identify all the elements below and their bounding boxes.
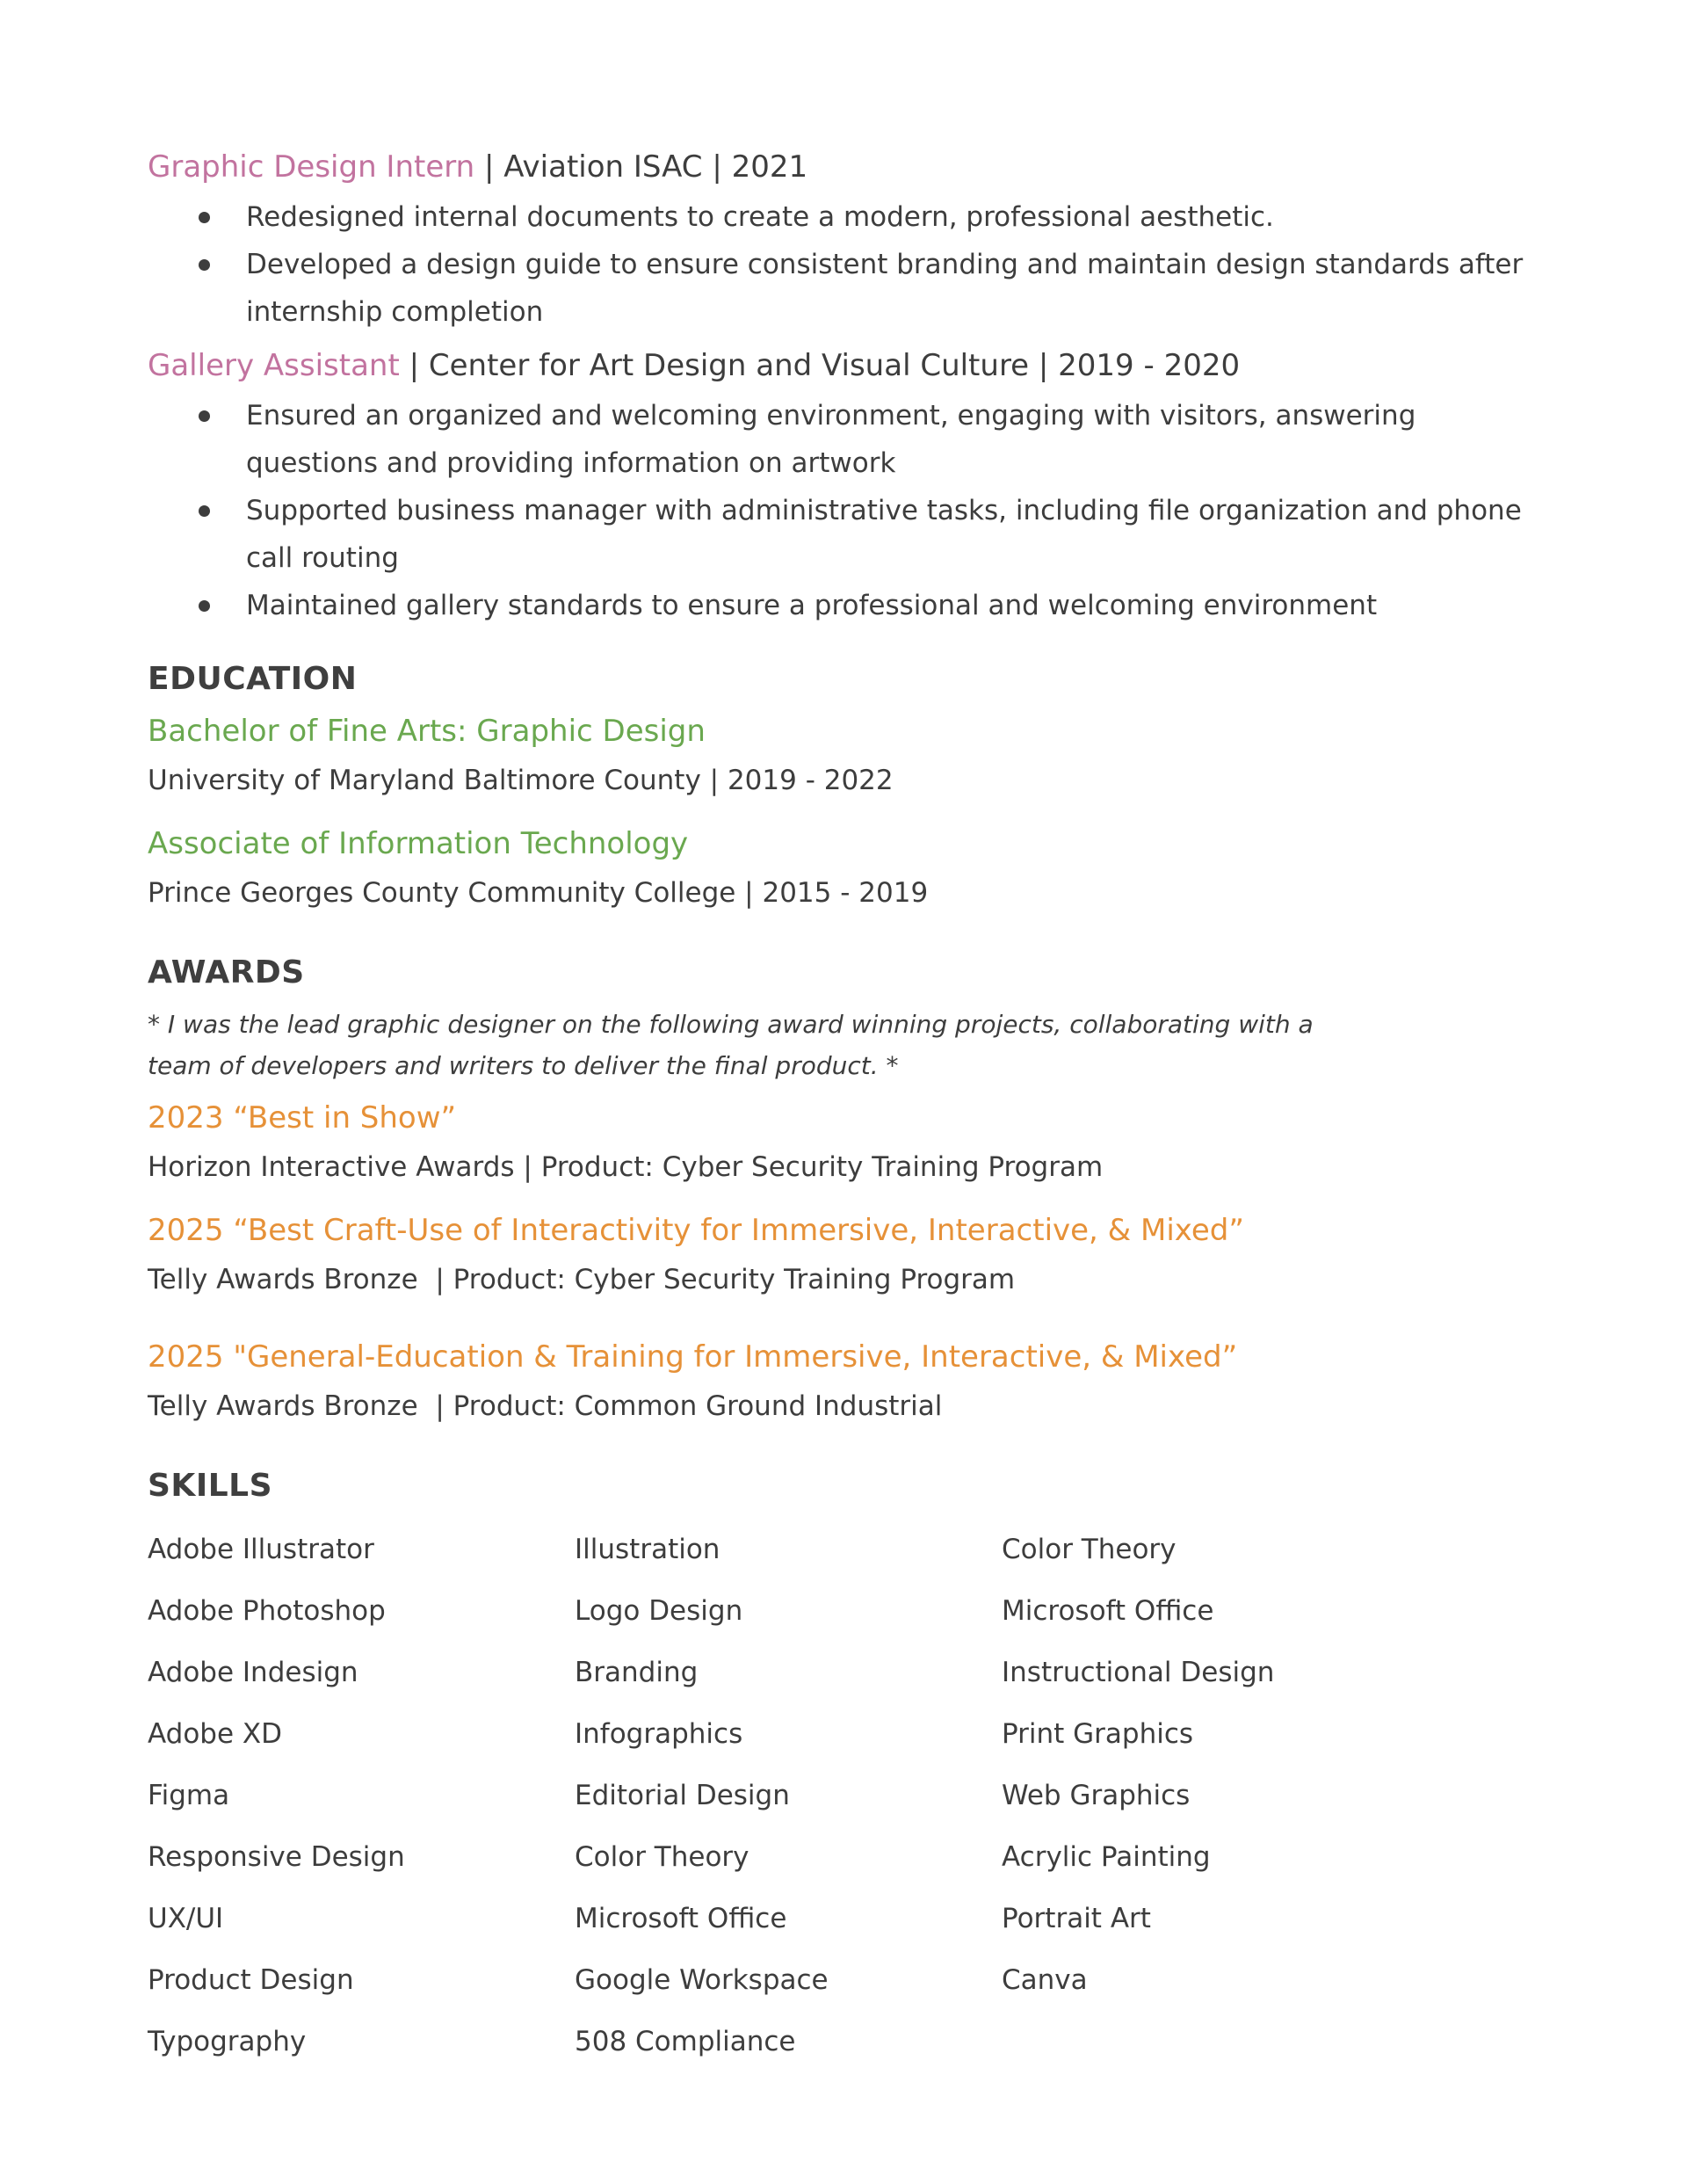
education-entry (148, 712, 1545, 800)
job-entry (148, 346, 1545, 629)
job-bullet: Maintained gallery standards to ensure a professional and welcoming environment (148, 582, 1545, 629)
skill-item: Adobe Illustrator (148, 1534, 374, 1565)
award-entry (148, 1338, 1545, 1426)
job-bullet: Ensured an organized and welcoming environment, engaging with visitors, answering questions and providing information on artwork (148, 392, 1545, 487)
skill-item: Illustration (575, 1534, 720, 1565)
skill-item: Adobe Indesign (148, 1657, 358, 1688)
skill-item: Adobe Photoshop (148, 1595, 386, 1627)
job-bullet: Developed a design guide to ensure consistent branding and maintain design standards after internship completion (148, 241, 1545, 336)
school-line: Prince Georges County Community College | 2015 - 2019 (148, 877, 929, 909)
job-title-line (148, 346, 1545, 385)
resume-page (148, 148, 1545, 2072)
skills-grid (148, 1519, 1545, 2072)
skill-item: Adobe XD (148, 1718, 283, 1750)
skill-item: Logo Design (575, 1595, 743, 1627)
award-entry (148, 1099, 1545, 1186)
skill-item: Microsoft Office (1002, 1595, 1214, 1627)
skill-item: Color Theory (1002, 1534, 1177, 1565)
skill-item: Responsive Design (148, 1841, 405, 1873)
job-title-line (148, 148, 1545, 186)
skills-section (148, 1466, 1545, 2072)
skill-item: Figma (148, 1780, 230, 1811)
skills-column (1002, 1519, 1429, 2072)
skill-item: Google Workspace (575, 1964, 829, 1996)
skill-item: Color Theory (575, 1841, 749, 1873)
job-role: Graphic Design Intern (148, 149, 475, 185)
job-bullets (148, 392, 1545, 629)
skill-item: Portrait Art (1002, 1903, 1151, 1934)
award-detail: Telly Awards Bronze | Product: Cyber Security Training Program (148, 1264, 1016, 1295)
award-title: 2023 “Best in Show” (148, 1100, 457, 1136)
skill-item: Infographics (575, 1718, 743, 1750)
skill-item: Microsoft Office (575, 1903, 787, 1934)
skill-item: Instructional Design (1002, 1657, 1275, 1688)
skills-column (575, 1519, 1002, 2072)
job-bullets (148, 193, 1545, 336)
skill-item: Web Graphics (1002, 1780, 1191, 1811)
award-title: 2025 "General-Education & Training for Immersive, Interactive, & Mixed” (148, 1339, 1238, 1375)
skill-item: UX/UI (148, 1903, 224, 1934)
job-entry (148, 148, 1545, 336)
degree-title: Associate of Information Technology (148, 826, 689, 861)
skill-item: Canva (1002, 1964, 1088, 1996)
job-bullet: Redesigned internal documents to create a modern, professional aesthetic. (148, 193, 1545, 241)
award-title: 2025 “Best Craft-Use of Interactivity for Immersive, Interactive, & Mixed” (148, 1213, 1244, 1248)
award-detail: Telly Awards Bronze | Product: Common Ground Industrial (148, 1390, 943, 1422)
skill-item: Print Graphics (1002, 1718, 1194, 1750)
awards-note: * I was the lead graphic designer on the following award winning projects, collaborating with a team of developers and writers to deliver the final product. * (148, 1010, 1314, 1080)
education-entry (148, 824, 1545, 912)
bullet-dot-icon (199, 505, 210, 517)
skill-item: Editorial Design (575, 1780, 790, 1811)
award-entry (148, 1211, 1545, 1299)
section-heading-skills: SKILLS (148, 1468, 273, 1504)
skill-item: Acrylic Painting (1002, 1841, 1211, 1873)
job-role: Gallery Assistant (148, 348, 400, 383)
bullet-dot-icon (199, 410, 210, 422)
school-line: University of Maryland Baltimore County | 2019 - 2022 (148, 765, 894, 796)
section-heading-education: EDUCATION (148, 661, 358, 697)
skill-item: Product Design (148, 1964, 354, 1996)
job-meta: | Aviation ISAC | 2021 (474, 149, 808, 185)
bullet-dot-icon (199, 259, 210, 271)
education-section (148, 659, 1545, 912)
awards-section (148, 953, 1545, 1426)
degree-title: Bachelor of Fine Arts: Graphic Design (148, 714, 706, 749)
skill-item: 508 Compliance (575, 2026, 796, 2057)
bullet-dot-icon (199, 212, 210, 223)
skill-item: Branding (575, 1657, 699, 1688)
bullet-dot-icon (199, 600, 210, 612)
section-heading-awards: AWARDS (148, 954, 305, 990)
skills-column (148, 1519, 575, 2072)
award-detail: Horizon Interactive Awards | Product: Cyber Security Training Program (148, 1151, 1104, 1183)
job-meta: | Center for Art Design and Visual Culture | 2019 - 2020 (399, 348, 1241, 383)
skill-item: Typography (148, 2026, 307, 2057)
job-bullet: Supported business manager with administrative tasks, including file organization and phone call routing (148, 487, 1545, 582)
